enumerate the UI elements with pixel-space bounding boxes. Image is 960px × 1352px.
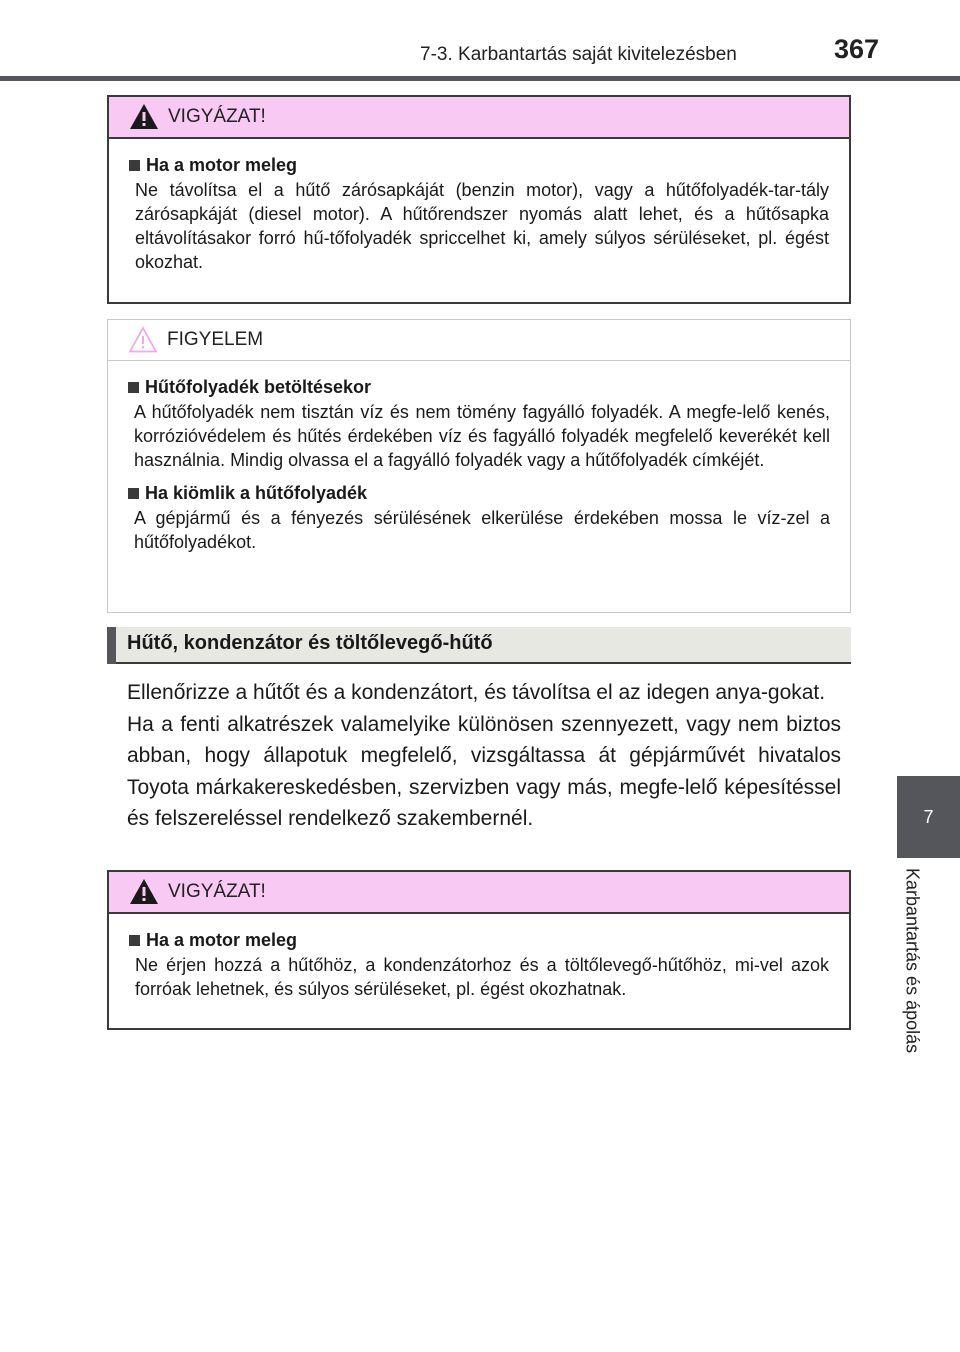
attention-box — [107, 319, 851, 613]
chapter-tab: 7 — [897, 776, 960, 858]
caution-box-1 — [107, 95, 851, 304]
item-title: Hűtőfolyadék betöltésekor — [145, 377, 372, 397]
bullet-square-icon — [128, 488, 139, 499]
caution-header — [109, 872, 849, 914]
warning-triangle-filled-icon — [129, 878, 159, 905]
notice-item — [129, 927, 829, 1001]
notice-item — [128, 374, 830, 472]
caution-heading: VIGYÁZAT! — [168, 106, 266, 127]
caution-header — [109, 97, 849, 139]
warning-triangle-filled-icon — [129, 103, 159, 130]
item-text: A gépjármű és a fényezés sérülésének elkerülése érdekében mossa le víz-zel a hűtőfolyadékot. — [134, 508, 830, 552]
attention-heading: FIGYELEM — [167, 329, 264, 350]
warning-triangle-outline-icon — [128, 326, 158, 353]
section-body — [127, 677, 841, 835]
body-paragraph: Ellenőrizze a hűtőt és a kondenzátort, és távolítsa el az idegen anya-gokat. — [127, 681, 826, 704]
section-accent — [107, 627, 116, 664]
chapter-title: Karbantartás és ápolás — [902, 868, 923, 1054]
running-header: 7-3. Karbantartás saját kivitelezésben — [420, 44, 737, 65]
item-text: A hűtőfolyadék nem tisztán víz és nem tömény fagyálló folyadék. A megfe-lelő kenés, korrózióvédelem és hűtés érdekében víz és fagyálló folyadék megfelelő keverékét kell használnia. Mindig olvassa el a fagyálló folyadék vagy a hűtőfolyadék címkéjét. — [134, 402, 830, 470]
caution-heading: VIGYÁZAT! — [168, 881, 266, 902]
bullet-square-icon — [129, 160, 140, 171]
notice-item — [129, 152, 829, 274]
item-text: Ne távolítsa el a hűtő zárósapkáját (benzin motor), vagy a hűtőfolyadék-tar-tály zárósapkáját (diesel motor). A hűtőrendszer nyomás alatt lehet, és a hűtősapka eltávolításakor forró hű-tőfolyadék spriccelhet ki, amely súlyos sérüléseket, pl. égést okozhat. — [135, 180, 829, 272]
header-rule — [0, 76, 960, 81]
item-title: Ha a motor meleg — [146, 155, 298, 175]
item-title: Ha kiömlik a hűtőfolyadék — [145, 483, 368, 503]
bullet-square-icon — [128, 382, 139, 393]
item-text: Ne érjen hozzá a hűtőhöz, a kondenzátorhoz és a töltőlevegő-hűtőhöz, mi-vel azok forróak lehetnek, és súlyos sérüléseket, pl. égést okozhatnak. — [135, 955, 829, 999]
caution-box-2 — [107, 870, 851, 1030]
body-paragraph: Ha a fenti alkatrészek valamelyike különösen szennyezett, vagy nem biztos abban, hogy állapotuk megfelelő, vizsgáltassa át gépjárművét hivatalos Toyota márkakereskedésben, szervizben vagy más, megfe-lelő képesítéssel és felszereléssel rendelkező szakembernél. — [127, 712, 841, 830]
item-title: Ha a motor meleg — [146, 930, 298, 950]
page-number: 367 — [834, 34, 880, 64]
bullet-square-icon — [129, 935, 140, 946]
attention-header — [108, 320, 850, 361]
notice-item — [128, 480, 830, 554]
section-heading-bar — [107, 627, 851, 664]
section-title: Hűtő, kondenzátor és töltőlevegő-hűtő — [127, 632, 493, 654]
